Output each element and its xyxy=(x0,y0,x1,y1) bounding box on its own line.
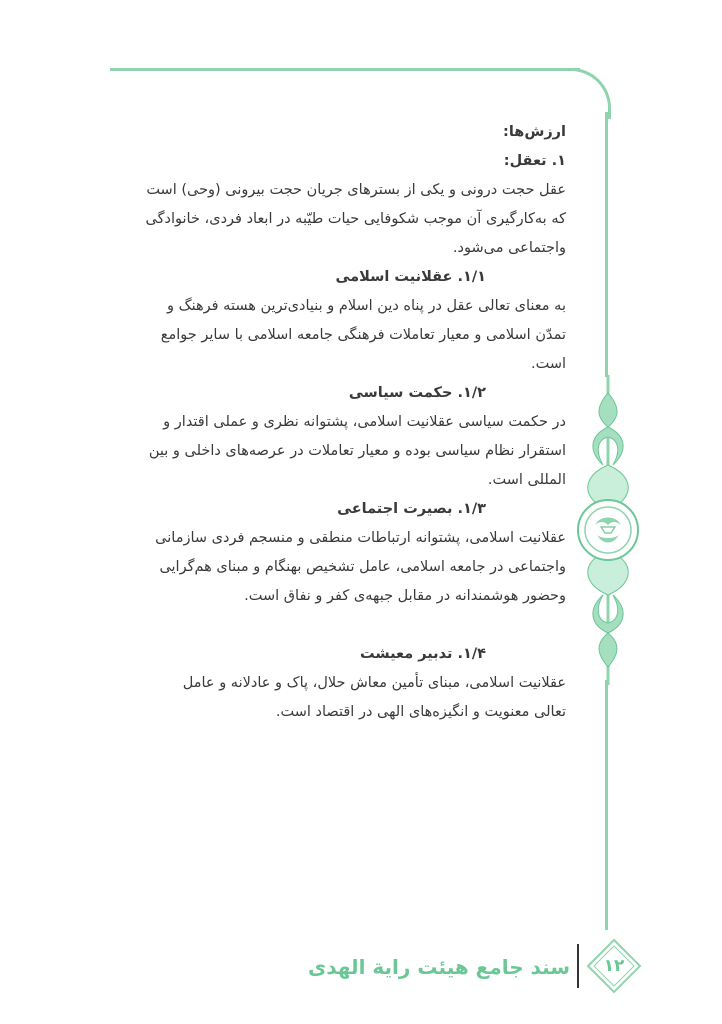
paragraph-line: المللی است. xyxy=(487,472,566,488)
paragraph-line: استقرار نظام سیاسی بوده و معیار تعاملات در عرصه‌های داخلی و بین xyxy=(148,443,566,459)
paragraph-line: به معنای تعالی عقل در پناه دین اسلام و بنیادی‌ترین هسته فرهنگ و xyxy=(167,298,566,314)
paragraph-line: وحضور هوشمندانه در مقابل جبهه‌ی کفر و نفاق است. xyxy=(244,588,566,604)
paragraph-line: واجتماعی در جامعه اسلامی، عامل تشخیص بهنگام و مبنای هم‌گرایی xyxy=(159,559,566,575)
frame-side-border-upper xyxy=(605,112,608,377)
paragraph-line: است. xyxy=(530,356,566,372)
frame-top-border xyxy=(110,68,580,71)
main-content xyxy=(145,118,566,727)
paragraph-line: تعالی معنویت و انگیزه‌های الهی در اقتصاد است. xyxy=(275,704,566,720)
paragraph-line: عقل حجت درونی و یکی از بسترهای جریان حجت بیرونی (وحی) است xyxy=(146,182,566,198)
section-spacer xyxy=(150,611,566,640)
footer-document-title: سند جامع هیئت رایة الهدی xyxy=(307,955,570,979)
section-title: ۱/۲. حکمت سیاسی xyxy=(348,385,486,401)
arabesque-ornament-icon xyxy=(573,375,643,685)
paragraph-line: عقلانیت اسلامی، مبنای تأمین معاش حلال، پاک و عادلانه و عامل xyxy=(182,675,566,691)
paragraph-line: واجتماعی می‌شود. xyxy=(452,240,566,256)
section-title: ۱/۱. عقلانیت اسلامی xyxy=(335,269,486,285)
frame-corner-curve xyxy=(560,68,611,119)
paragraph-line: عقلانیت اسلامی، پشتوانه ارتباطات منطقی و منسجم فردی سازمانی xyxy=(155,530,566,546)
paragraph-line: تمدّن اسلامی و معیار تعاملات فرهنگی جامعه اسلامی با سایر جوامع xyxy=(160,327,566,343)
circular-seal-icon xyxy=(578,500,638,560)
values-heading: ارزش‌ها: xyxy=(503,124,566,140)
paragraph-line: در حکمت سیاسی عقلانیت اسلامی، پشتوانه نظری و عملی اقتدار و xyxy=(163,414,566,430)
footer-divider xyxy=(577,944,579,988)
page-number: ۱۲ xyxy=(603,956,625,976)
frame-side-border-lower xyxy=(605,680,608,930)
section-title: ۱/۴. تدبیر معیشت xyxy=(360,646,486,662)
section-title: ۱. تعقل: xyxy=(503,153,566,169)
section-title: ۱/۳. بصیرت اجتماعی xyxy=(337,501,486,517)
paragraph-line: که به‌کارگیری آن موجب شکوفایی حیات طیّبه در ابعاد فردی، خانوادگی xyxy=(145,211,566,227)
